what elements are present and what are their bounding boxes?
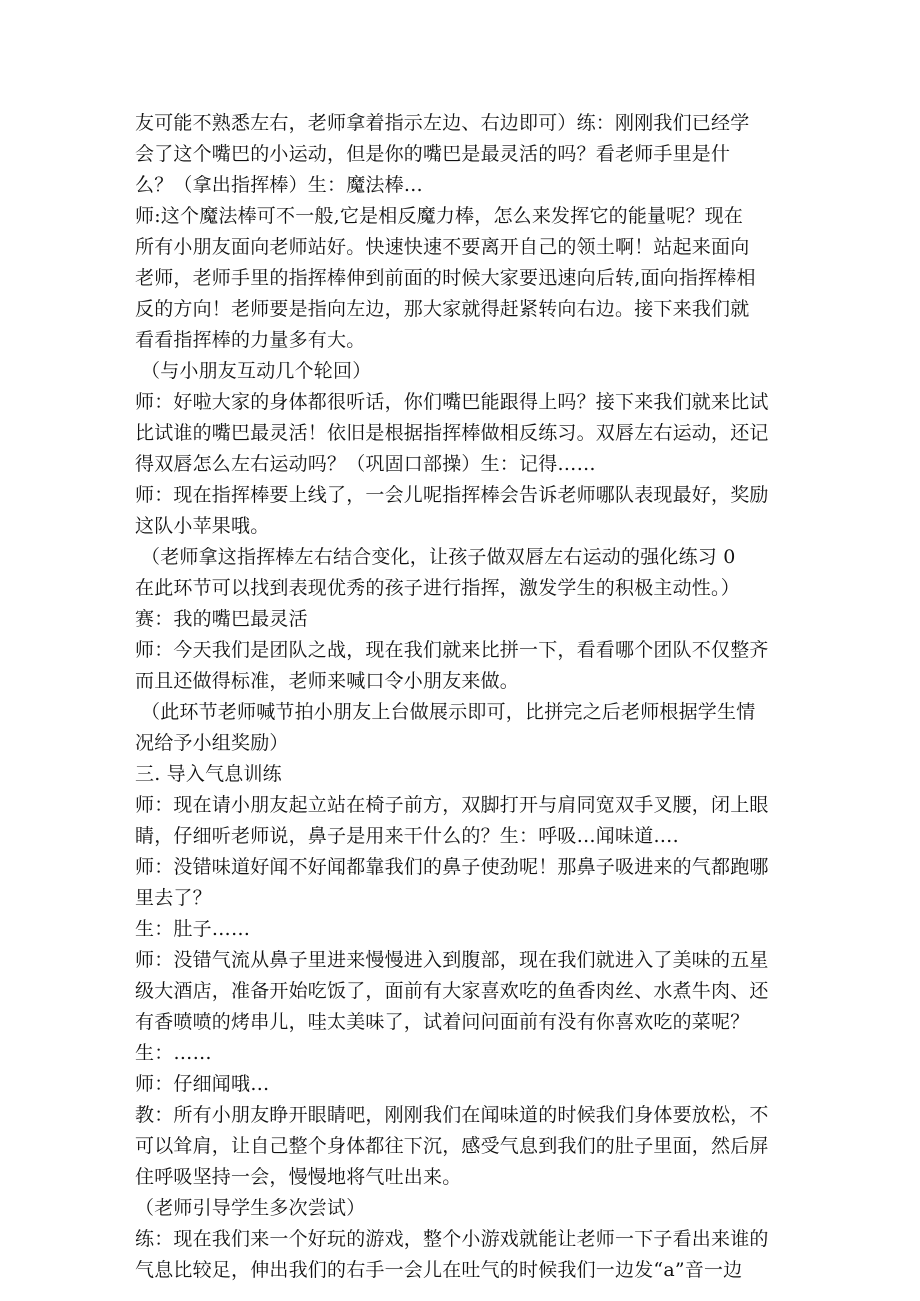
text-line: 有香喷喷的烤串儿，哇太美味了，试着问问面前有没有你喜欢吃的菜呢？ bbox=[135, 1011, 750, 1033]
text-line: 生：肚子…… bbox=[135, 918, 251, 940]
text-line: 师：今天我们是团队之战，现在我们就来比拼一下，看看哪个团队不仅整齐 bbox=[135, 639, 769, 661]
text-line: 么？（拿出指挥棒）生：魔法棒… bbox=[135, 174, 424, 196]
text-line: 师：仔细闻哦… bbox=[135, 1073, 270, 1095]
text-line: 况给予小组奖励） bbox=[135, 732, 289, 754]
text-line: 师：没错味道好闻不好闻都靠我们的鼻子使劲呢！那鼻子吸进来的气都跑哪 bbox=[135, 856, 769, 878]
text-line: 反的方向！老师要是指向左边，那大家就得赶紧转向右边。接下来我们就 bbox=[135, 298, 750, 320]
text-line: 而且还做得标准，老师来喊口令小朋友来做。 bbox=[135, 670, 520, 692]
text-line: 级大酒店，准备开始吃饭了，面前有大家喜欢吃的鱼香肉丝、水煮牛肉、还 bbox=[135, 980, 769, 1002]
text-line: 气息比较足，伸出我们的右手一会儿在吐气的时候我们一边发“a”音一边 bbox=[135, 1259, 743, 1281]
text-line: 所有小朋友面向老师站好。快速快速不要离开自己的领土啊！站起来面向 bbox=[135, 236, 750, 258]
text-line: 住呼吸坚持一会，慢慢地将气吐出来。 bbox=[135, 1166, 462, 1188]
text-line: 看看指挥棒的力量多有大。 bbox=[135, 329, 366, 351]
section-heading: 三. 导入气息训练 bbox=[135, 763, 282, 785]
text-line: 教：所有小朋友睁开眼睛吧，刚刚我们在闻味道的时候我们身体要放松，不 bbox=[135, 1104, 769, 1126]
text-line: 老师，老师手里的指挥棒伸到前面的时候大家要迅速向后转,面向指挥棒相 bbox=[135, 267, 756, 289]
text-line: 在此环节可以找到表现优秀的孩子进行指挥，激发学生的积极主动性。） bbox=[135, 577, 740, 599]
text-line: 得双唇怎么左右运动吗？（巩固口部操）生：记得…… bbox=[135, 453, 596, 475]
text-line: 睛，仔细听老师说，鼻子是用来干什么的？生：呼吸…闻味道…. bbox=[135, 825, 679, 847]
text-line: 赛：我的嘴巴最灵活 bbox=[135, 608, 308, 630]
text-line: （老师拿这指挥棒左右结合变化，让孩子做双唇左右运动的强化练习 0 bbox=[141, 546, 736, 568]
text-line: 里去了？ bbox=[135, 887, 212, 909]
text-line: 会了这个嘴巴的小运动，但是你的嘴巴是最灵活的吗？看老师手里是什 bbox=[135, 143, 731, 165]
lesson-plan-text bbox=[135, 108, 785, 1286]
text-line: 师：现在指挥棒要上线了，一会儿呢指挥棒会告诉老师哪队表现最好，奖励 bbox=[135, 484, 769, 506]
text-line: 师：现在请小朋友起立站在椅子前方，双脚打开与肩同宽双手叉腰，闭上眼 bbox=[135, 794, 769, 816]
text-line: 可以耸肩，让自己整个身体都往下沉，感受气息到我们的肚子里面，然后屏 bbox=[135, 1135, 769, 1157]
text-line: 师：好啦大家的身体都很听话，你们嘴巴能跟得上吗？接下来我们就来比试 bbox=[135, 391, 769, 413]
text-line: （老师引导学生多次尝试） bbox=[135, 1197, 366, 1219]
text-line: 师:这个魔法棒可不一般,它是相反魔力棒，怎么来发挥它的能量呢？现在 bbox=[135, 205, 744, 227]
text-line: 比试谁的嘴巴最灵活！依旧是根据指挥棒做相反练习。双唇左右运动，还记 bbox=[135, 422, 769, 444]
text-line: 师：没错气流从鼻子里进来慢慢进入到腹部，现在我们就进入了美味的五星 bbox=[135, 949, 769, 971]
text-line: 友可能不熟悉左右，老师拿着指示左边、右边即可）练：刚刚我们已经学 bbox=[135, 112, 750, 134]
text-line: （此环节老师喊节拍小朋友上台做展示即可，比拼完之后老师根据学生情 bbox=[141, 701, 756, 723]
text-line: （与小朋友互动几个轮回） bbox=[141, 360, 372, 382]
text-line: 生：…… bbox=[135, 1042, 212, 1064]
text-line: 这队小苹果哦。 bbox=[135, 515, 270, 537]
text-line: 练：现在我们来一个好玩的游戏，整个小游戏就能让老师一下子看出来谁的 bbox=[135, 1228, 769, 1250]
